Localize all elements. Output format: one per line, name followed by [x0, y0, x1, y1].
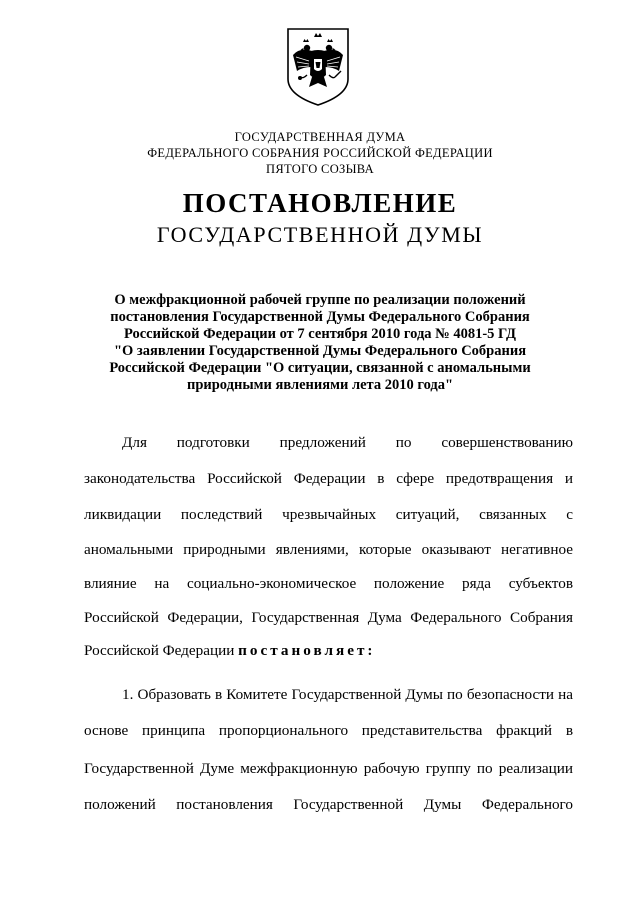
org-name-line-1: ГОСУДАРСТВЕННАЯ ДУМА: [234, 130, 406, 144]
subject-line: Российской Федерации "О ситуации, связанной с аномальными: [109, 360, 531, 376]
body-text-line: основе принципа пропорционального представительства фракций в: [84, 722, 573, 739]
coat-of-arms-emblem: [285, 27, 351, 107]
body-text-line: Российской Федерации, Государственная Дума Федерального Собрания: [84, 609, 573, 626]
document-issuer-title: ГОСУДАРСТВЕННОЙ ДУМЫ: [156, 222, 484, 247]
body-text-line: аномальными природными явлениями, которые оказывают негативное: [84, 541, 573, 558]
body-text-fragment: Российской Федерации: [84, 642, 239, 659]
subject-line: природными явлениями лета 2010 года": [186, 377, 454, 393]
subject-line: Российской Федерации от 7 сентября 2010 года № 4081-5 ГД: [124, 326, 516, 342]
subject-line: "О заявлении Государственной Думы Федерального Собрания: [113, 343, 527, 359]
body-text-line: законодательства Российской Федерации в сфере предотвращения и: [84, 470, 573, 487]
subject-line: постановления Государственной Думы Федерального Собрания: [110, 309, 530, 325]
resolution-keyword: постановляет:: [238, 642, 376, 659]
body-text-line: Для подготовки предложений по совершенствованию: [122, 434, 573, 451]
body-text-line: положений постановления Государственной Думы Федерального: [84, 796, 573, 813]
body-text-line: влияние на социально-экономическое положение ряда субъектов: [84, 575, 573, 592]
org-name-line-2: ФЕДЕРАЛЬНОГО СОБРАНИЯ РОССИЙСКОЙ ФЕДЕРАЦИИ: [147, 146, 493, 160]
body-text-line: ликвидации последствий чрезвычайных ситуаций, связанных с: [84, 506, 573, 523]
subject-line: О межфракционной рабочей группе по реализации положений: [114, 292, 526, 308]
body-text-line-last: [84, 642, 573, 660]
double-headed-eagle-icon: [285, 27, 351, 107]
convocation-line: ПЯТОГО СОЗЫВА: [266, 162, 374, 176]
document-type-title: ПОСТАНОВЛЕНИЕ: [182, 188, 458, 218]
body-text-line: Государственной Думе межфракционную рабочую группу по реализации: [84, 760, 573, 777]
body-text-line: 1. Образовать в Комитете Государственной Думы по безопасности на: [122, 686, 573, 703]
